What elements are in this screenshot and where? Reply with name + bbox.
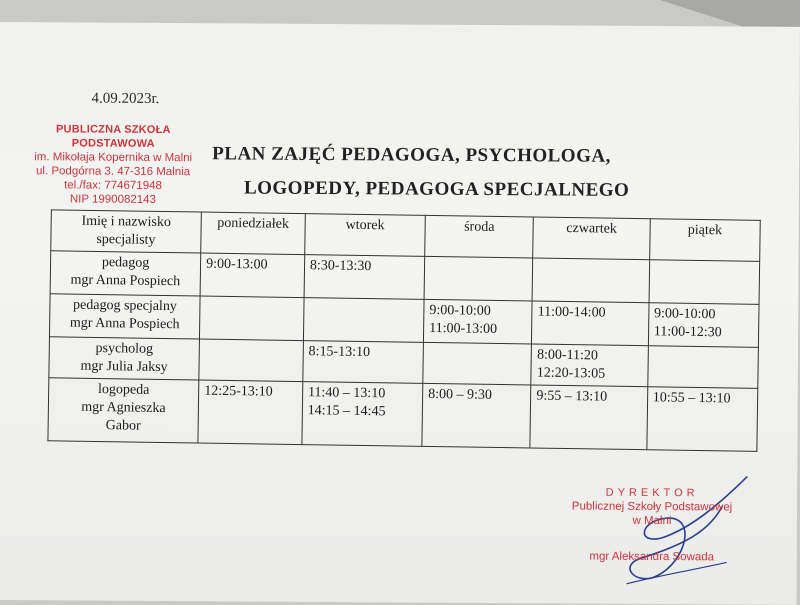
time-slot: 8:00-11:20	[536, 347, 599, 364]
wednesday-cell	[423, 299, 532, 344]
friday-cell	[647, 387, 758, 452]
thursday-cell	[530, 385, 647, 450]
time-slot: 9:00-13:00	[206, 256, 268, 273]
director-name: mgr Aleksandra Sowada	[589, 550, 715, 564]
school-stamp-patron: im. Mikołaja Kopernika w Malni	[34, 151, 193, 165]
friday-cell	[647, 346, 758, 389]
school-stamp	[13, 122, 214, 207]
time-slot: 14:15 – 14:45	[307, 403, 386, 420]
time-slot: 12:25-13:10	[204, 383, 273, 400]
specialist-line: mgr Julia Jaksy	[80, 358, 168, 376]
time-slot: 8:30-13:30	[309, 258, 372, 275]
specialist-line: pedagog specjalny	[72, 297, 177, 315]
director-role: DYREKTOR	[605, 486, 699, 500]
thursday-cell	[532, 301, 649, 346]
tuesday-cell	[303, 341, 424, 384]
school-stamp-phone: tel./fax: 774671948	[64, 179, 162, 192]
specialist-line: logopeda	[97, 382, 150, 398]
monday-cell	[199, 339, 303, 382]
friday-cell	[648, 303, 759, 348]
header-specialist: Imię i nazwisko specjalisty	[51, 210, 202, 253]
specialist-line: psycholog	[95, 340, 154, 357]
table-row	[48, 378, 758, 452]
director-stamp	[552, 485, 752, 564]
schedule-body	[48, 251, 760, 451]
header-monday: poniedziałek	[201, 212, 305, 255]
monday-cell	[198, 380, 303, 445]
time-slot: 9:55 – 13:10	[536, 388, 608, 405]
tuesday-cell	[304, 255, 425, 300]
specialist-cell	[48, 378, 199, 443]
time-slot: 11:00-13:00	[429, 320, 498, 337]
school-stamp-address: ul. Podgórna 3. 47-316 Malnia	[36, 165, 191, 179]
header-friday: piątek	[649, 219, 760, 262]
header-wednesday: środa	[425, 215, 534, 258]
title-line-1: PLAN ZAJĘĆ PEDAGOGA, PSYCHOLOGA,	[212, 143, 611, 167]
friday-cell	[649, 260, 760, 305]
school-stamp-name: PUBLICZNA SZKOŁA PODSTAWOWA	[55, 123, 171, 150]
school-stamp-nip: NIP 1990082143	[69, 193, 157, 206]
time-slot: 12:20-13:05	[536, 365, 606, 382]
specialist-line: pedagog	[101, 255, 150, 271]
wednesday-cell	[422, 383, 531, 448]
tuesday-cell	[303, 298, 424, 343]
specialist-line: mgr Agnieszka	[81, 399, 166, 417]
tuesday-cell	[302, 382, 423, 447]
specialist-line: Gabor	[105, 418, 141, 434]
time-slot: 8:15-13:10	[308, 344, 371, 361]
thursday-cell	[531, 344, 648, 387]
monday-cell	[200, 253, 304, 298]
wednesday-cell	[423, 342, 532, 385]
specialist-cell	[49, 294, 200, 339]
title-line-2: LOGOPEDY, PEDAGOGA SPECJALNEGO	[243, 177, 630, 201]
header-tuesday: wtorek	[305, 214, 426, 257]
document-page	[0, 22, 800, 605]
specialist-cell	[50, 251, 201, 296]
time-slot: 11:40 – 13:10	[307, 385, 386, 402]
director-location: w Malni	[632, 514, 672, 528]
specialist-cell	[49, 337, 200, 380]
time-slot: 9:00-10:00	[653, 306, 716, 323]
time-slot: 10:55 – 13:10	[652, 390, 731, 407]
header-thursday: czwartek	[533, 217, 650, 260]
thursday-cell	[532, 258, 649, 303]
specialist-line: mgr Anna Pospiech	[69, 315, 180, 333]
document-date: 4.09.2023r.	[91, 90, 160, 107]
schedule-table	[47, 209, 760, 452]
specialist-line: mgr Anna Pospiech	[70, 272, 181, 290]
monday-cell	[200, 296, 304, 341]
time-slot: 11:00-14:00	[537, 304, 606, 321]
director-school: Publicznej Szkoły Podstawowej	[571, 500, 733, 514]
time-slot: 9:00-10:00	[429, 302, 491, 319]
time-slot: 11:00-12:30	[653, 324, 722, 341]
wednesday-cell	[424, 256, 533, 301]
document-title	[212, 143, 632, 214]
time-slot: 8:00 – 9:30	[428, 386, 493, 403]
